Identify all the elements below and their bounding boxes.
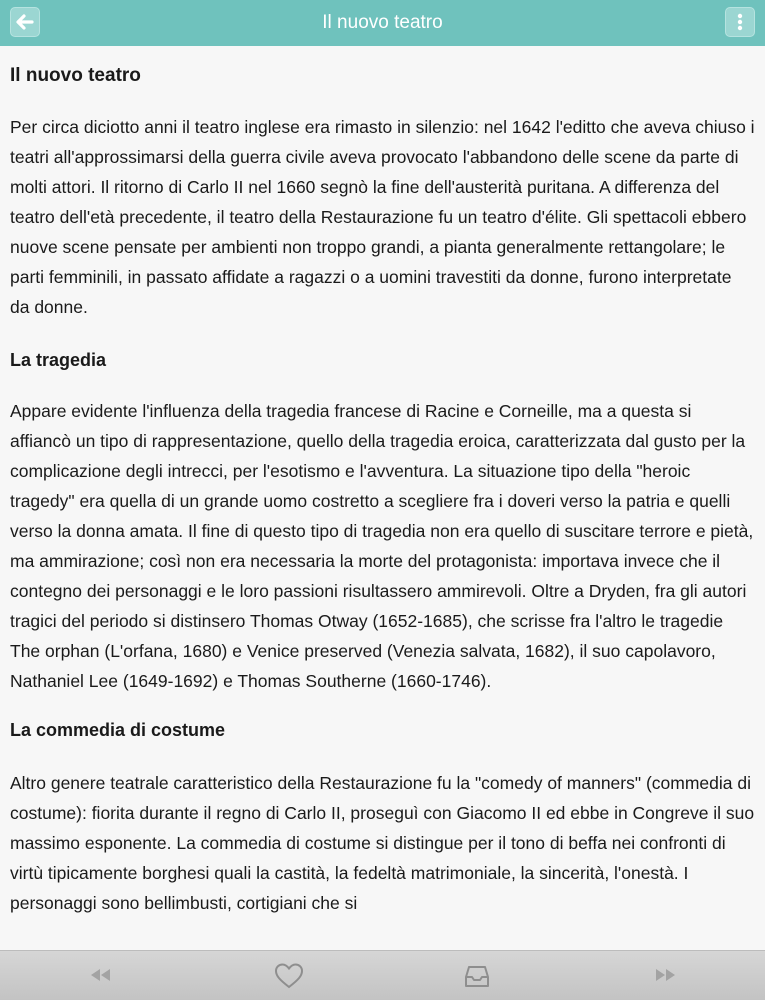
- section-text-comedy: Altro genere teatrale caratteristico della Restaurazione fu la "comedy of manners" (commedia di costume): fiorita durante il regno di Carlo II, proseguì con Giacomo II ed ebbe in Congreve il suo massimo esponente. La commedia di costume si distingue per il tono di beffa nei confronti di virtù tipicamente borghesi quali la castità, la fedeltà matrimoniale, la sincerità, l'onestà. I personaggi sono bellimbusti, cortigiani che si: [10, 773, 755, 913]
- fast-forward-icon: [648, 961, 682, 989]
- app-header: [0, 0, 765, 46]
- section-text-tragedy: Appare evidente l'influenza della tragedia francese di Racine e Corneille, ma a questa si affiancò un tipo di rappresentazione, quello della tragedia eroica, caratterizzata dal gusto per la complicazione degli intrecci, per l'esotismo e l'avventura. La situazione tipo della "heroic tragedy" era quella di un grande uomo costretto a scegliere fra i doveri verso la patria e quelli verso la donna amata. Il fine di questo tipo di tragedia non era quello di suscitare terrore e pietà, ma ammirazione; così non era necessaria la morte del protagonista: importava invece che il contegno dei personaggi e le loro passioni risultassero ammirevoli. Oltre a Dryden, fra gli autori tragici del periodo si distinsero Thomas Otway (1652-1685), che scrisse fra l'altro le tragedie The orphan (L'orfana, 1680) e Venice preserved (Venezia salvata, 1682), il suo capolavoro, Nathaniel Lee (1649-1692) e Thomas Southerne (1660-1746).: [10, 401, 754, 691]
- heart-icon: [272, 961, 306, 991]
- article-title: Il nuovo teatro: [10, 65, 141, 86]
- rewind-icon: [84, 961, 118, 989]
- overflow-menu-button[interactable]: [725, 7, 755, 37]
- favorite-button[interactable]: [272, 961, 306, 989]
- article-intro: Per circa diciotto anni il teatro inglese era rimasto in silenzio: nel 1642 l'editto che aveva chiuso i teatri all'approssimarsi della guerra civile aveva provocato l'abbandono delle scene da parte di molti attori. Il ritorno di Carlo II nel 1660 segnò la fine dell'austerità puritana. A differenza del teatro dell'età precedente, il teatro della Restaurazione fu un teatro d'élite. Gli spettacoli ebbero nuove scene pensate per ambienti non troppo grandi, a pianta generalmente rettangolare; le parti femminili, in passato affidate a ragazzi o a uomini travestiti da donne, furono interpretate da donne.: [10, 117, 755, 317]
- section-heading-tragedy: La tragedia: [10, 350, 107, 370]
- header-title: Il nuovo teatro: [322, 12, 443, 33]
- previous-button[interactable]: [84, 961, 118, 989]
- inbox-tray-icon: [460, 961, 494, 991]
- section-heading-comedy: La commedia di costume: [10, 720, 226, 740]
- article-content[interactable]: [10, 46, 755, 950]
- next-button[interactable]: [648, 961, 682, 989]
- inbox-button[interactable]: [460, 961, 494, 989]
- vertical-dots-icon: [726, 8, 754, 36]
- bottom-toolbar: [0, 950, 765, 1000]
